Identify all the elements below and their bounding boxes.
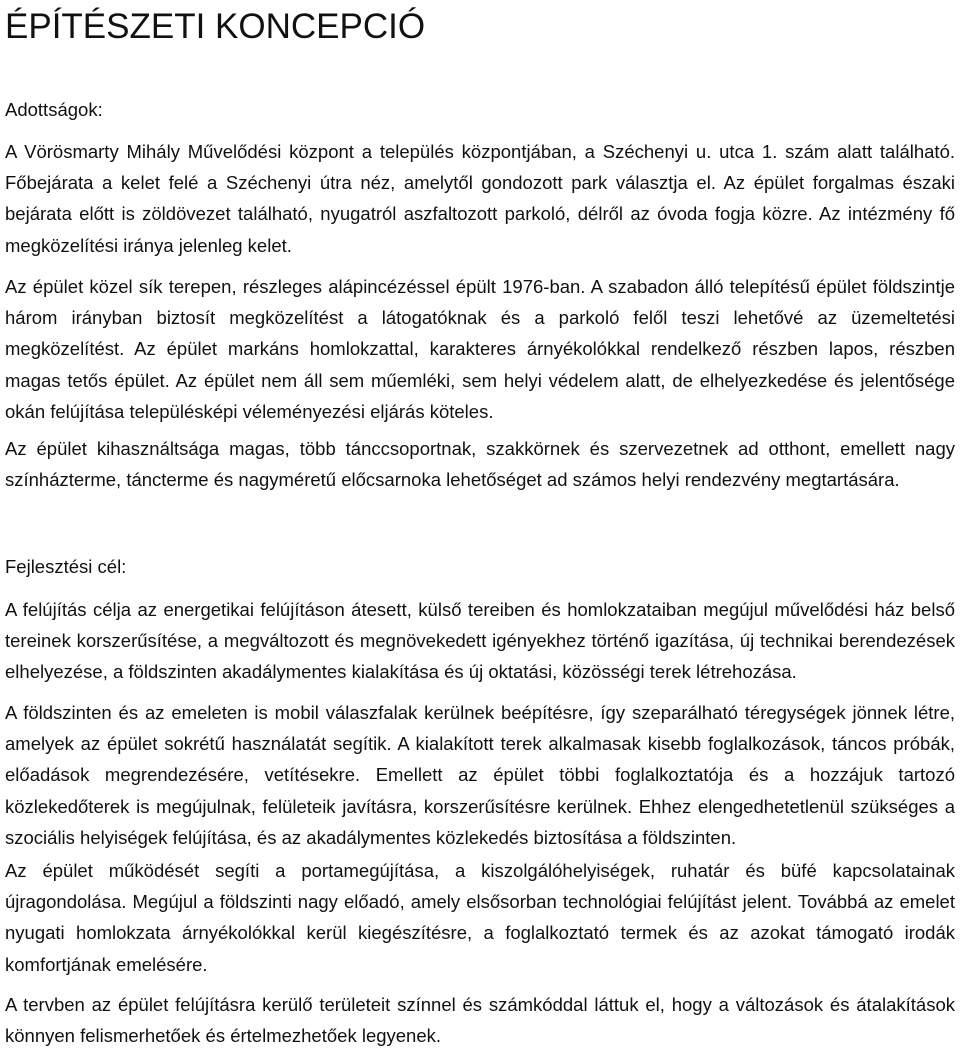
paragraph-plan-coding: A tervben az épület felújításra kerülő területeit színnel és számkóddal láttuk el, hogy a változások és átalakítások könnyen felismerhetőek és értelmezhetőek legyenek.: [5, 994, 955, 1047]
paragraph-location: A Vörösmarty Mihály Művelődési központ a település központjában, a Széchenyi u. utca 1. szám alatt található. Főbejárata a kelet felé a Széchenyi útra néz, amelytől gondozott park választja el. Az épület forgalmas északi bejárata előtt is zöldövezet található, nyugatról aszfaltozott parkoló, délről az óvoda fogja közre. Az intézmény fő megközelítési iránya jelenleg kelet.: [5, 141, 955, 256]
paragraph-utilization: Az épület kihasználtsága magas, több tánccsoportnak, szakkörnek és szervezetnek ad otthont, emellett nagy színházterme, táncterme és nagyméretű előcsarnoka lehetőséget ad számos helyi rendezvény megtartására.: [5, 438, 955, 491]
paragraph-renovation-goal: A felújítás célja az energetikai felújításon átesett, külső tereiben és homlokzataiban megújul művelődési ház belső tereinek korszerűsítése, a megváltozott és megnövekedett igényekhez történő igazítása, új technikai berendezések elhelyezése, a földszinten akadálymentes kialakítása és új oktatási, közösségi terek létrehozása.: [5, 599, 955, 683]
paragraph-building-history: Az épület közel sík terepen, részleges alápincézéssel épült 1976-ban. A szabadon álló telepítésű épület földszintje három irányban biztosít megközelítést a látogatóknak és a parkoló felől teszi lehetővé az üzemeltetési megközelítést. Az épület markáns homlokzattal, karakteres árnyékolókkal rendelkező részben lapos, részben magas tetős épület. Az épület nem áll sem műemléki, sem helyi védelem alatt, de elhelyezkedése és jelentősége okán felújítása településképi véleményezési eljárás köteles.: [5, 276, 955, 422]
document-title: ÉPÍTÉSZETI KONCEPCIÓ: [5, 7, 426, 46]
section-heading-adottsagok: Adottságok:: [5, 99, 103, 120]
section-heading-fejlesztesi-cel: Fejlesztési cél:: [5, 556, 127, 577]
paragraph-operations: Az épület működését segíti a portamegújítása, a kiszolgálóhelyiségek, ruhatár és büfé kapcsolatainak újragondolása. Megújul a földszinti nagy előadó, amely elsősorban technológiai felújítást jelent. Továbbá az emelet nyugati homlokzata árnyékolókkal kerül kiegészítésre, a foglalkoztató termek és az azokat támogató irodák komfortjának emelésére.: [5, 860, 955, 975]
paragraph-mobile-partitions: A földszinten és az emeleten is mobil válaszfalak kerülnek beépítésre, így szeparálható téregységek jönnek létre, amelyek az épület sokrétű használatát segítik. A kialakított terek alkalmasak kisebb foglalkozások, táncos próbák, előadások megrendezésére, vetítésekre. Emellett az épület többi foglalkoztatója és a hozzájuk tartozó közlekedőterek is megújulnak, felületeik javításra, korszerűsítésre kerülnek. Ehhez elengedhetetlenül szükséges a szociális helyiségek felújítása, és az akadálymentes közlekedés biztosítása a földszinten.: [5, 702, 955, 848]
